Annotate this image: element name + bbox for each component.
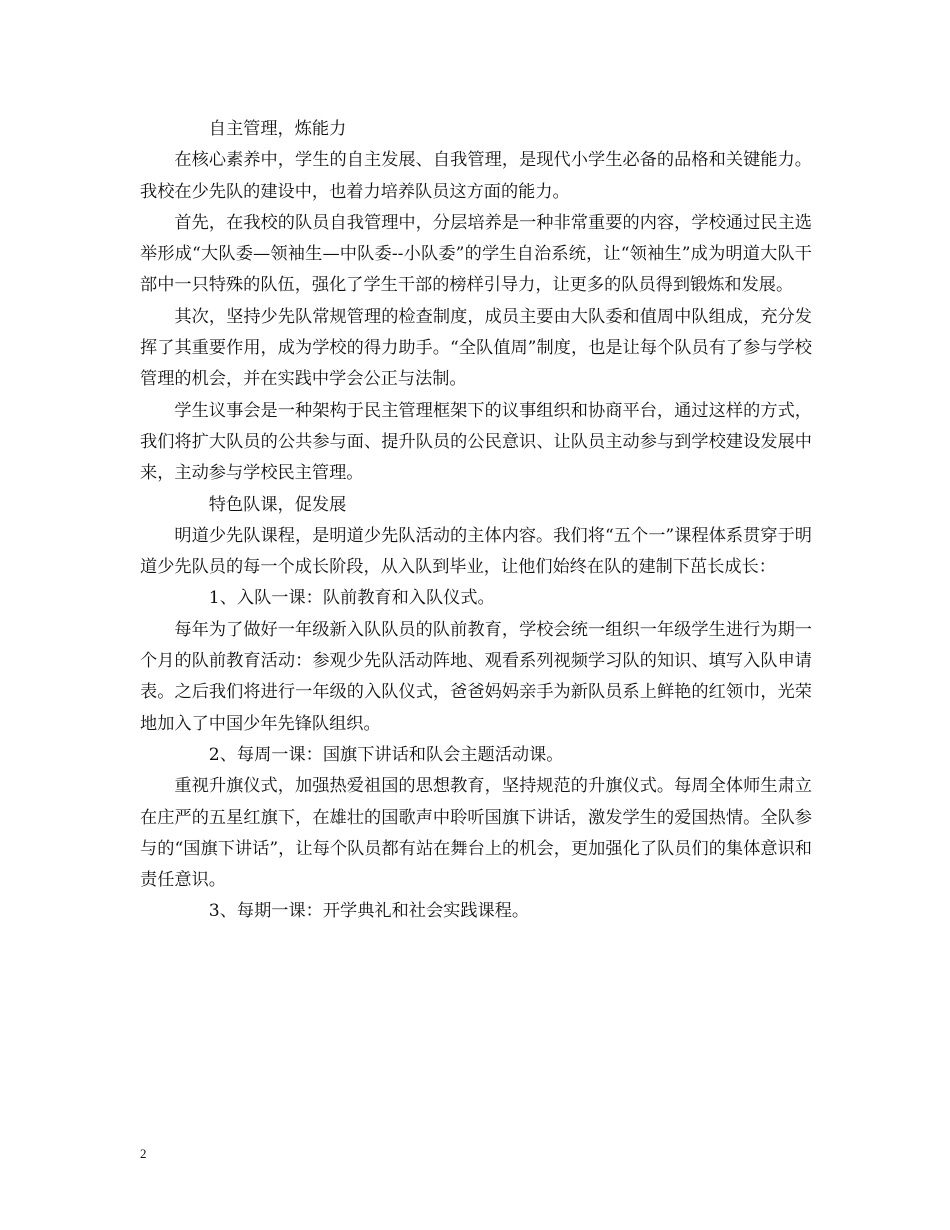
body-paragraph: 学生议事会是一种架构于民主管理框架下的议事组织和协商平台，通过这样的方式，我们将扩大队员的公共参与面、提升队员的公民意识、让队员主动参与到学校建设发展中来，主动参与学校民主管理。 — [140, 400, 812, 484]
page-number: 2 — [140, 1146, 147, 1161]
section-heading: 特色队课，促发展 — [208, 494, 347, 515]
body-paragraph: 在核心素养中，学生的自主发展、自我管理，是现代小学生必备的品格和关键能力。我校在少先队的建设中，也着力培养队员这方面的能力。 — [140, 150, 812, 202]
section-heading: 自主管理，炼能力 — [208, 119, 347, 139]
body-paragraph: 首先，在我校的队员自我管理中，分层培养是一种非常重要的内容，学校通过民主选举形成“大队委—领袖生—中队委--小队委”的学生自治系统，让“领袖生”成为明道大队干部中一只特殊的队伍，强化了学生干部的榜样引导力，让更多的队员得到锻炼和发展。 — [140, 212, 812, 296]
body-paragraph: 每年为了做好一年级新入队队员的队前教育，学校会统一组织一年级学生进行为期一个月的队前教育活动：参观少先队活动阵地、观看系列视频学习队的知识、填写入队申请表。之后我们将进行一年级的入队仪式，爸爸妈妈亲手为新队员系上鲜艳的红领巾，光荣地加入了中国少年先锋队组织。 — [140, 619, 812, 734]
list-item-heading: 2、每周一课：国旗下讲话和队会主题活动课。 — [208, 744, 564, 765]
body-paragraph: 明道少先队课程，是明道少先队活动的主体内容。我们将“五个一”课程体系贯穿于明道少先队员的每一个成长阶段，从入队到毕业，让他们始终在队的建制下茁长成长： — [140, 525, 812, 578]
list-item-heading: 1、入队一课：队前教育和入队仪式。 — [208, 588, 495, 609]
list-item-heading: 3、每期一课：开学典礼和社会实践课程。 — [208, 901, 530, 922]
body-paragraph: 其次，坚持少先队常规管理的检查制度，成员主要由大队委和值周中队组成，充分发挥了其重要作用，成为学校的得力助手。“全队值周”制度，也是让每个队员有了参与学校管理的机会，并在实践中学会公正与法制。 — [140, 306, 812, 390]
document-body — [140, 114, 812, 928]
body-paragraph: 重视升旗仪式，加强热爱祖国的思想教育，坚持规范的升旗仪式。每周全体师生肃立在庄严的五星红旗下，在雄壮的国歌声中聆听国旗下讲话，激发学生的爱国热情。全队参与的“国旗下讲话”，让每个队员都有站在舞台上的机会，更加强化了队员们的集体意识和责任意识。 — [140, 776, 812, 891]
